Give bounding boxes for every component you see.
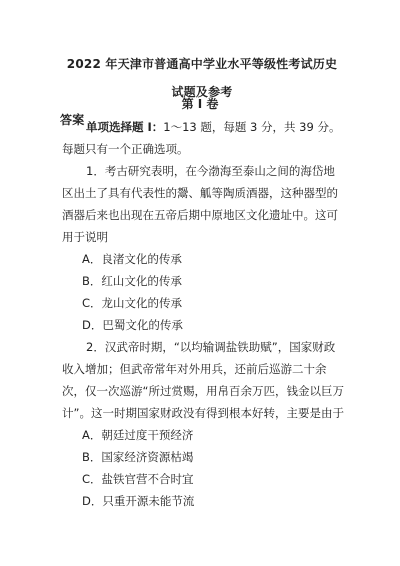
question-1-option-c: C．龙山文化的传承 — [82, 296, 183, 310]
question-2-stem: 2．汉武帝时期，“以均输调盐铁助赋”，国家财政收入增加；但武帝常年对外用兵，还前后巡游二十余次，仅一次巡游“所过赏赐，用帛百余万匹，钱金以巨万计”。这一时期国家财政没有得到根本好转，主要是由于 — [62, 340, 344, 420]
question-1-option-d: D．巴蜀文化的传承 — [82, 318, 183, 332]
instruction-paragraph — [62, 116, 344, 160]
document-title-line-1: 2022 年天津市普通高中学业水平等级性考试历史试题及参考 — [66, 57, 338, 99]
question-2-option-a: A．朝廷过度干预经济 — [82, 428, 194, 442]
question-1-option-b: B．红山文化的传承 — [82, 274, 182, 288]
question-1-option-a: A．良渚文化的传承 — [82, 252, 182, 266]
document-title-line-2: 答案 — [60, 113, 85, 127]
question-2-option-b: B．国家经济资源枯竭 — [82, 450, 194, 464]
instruction-text: 1～13 题，每题 3 分，共 39 分。每题只有一个正确选项。 — [62, 120, 341, 156]
question-2-option-d: D．只重开源未能节流 — [82, 494, 195, 508]
instruction-label: 单项选择题 I： — [86, 120, 164, 134]
question-2-option-c: C．盐铁官营不合时宜 — [82, 472, 194, 486]
question-1-stem: 1．考古研究表明，在今渤海至泰山之间的海岱地区出土了具有代表性的鬶、觚等陶质酒器，这种器型的酒器后来也出现在五帝后期中原地区文化遗址中。这可用于说明 — [62, 164, 338, 244]
section-heading: 第 I 卷 — [181, 97, 219, 111]
